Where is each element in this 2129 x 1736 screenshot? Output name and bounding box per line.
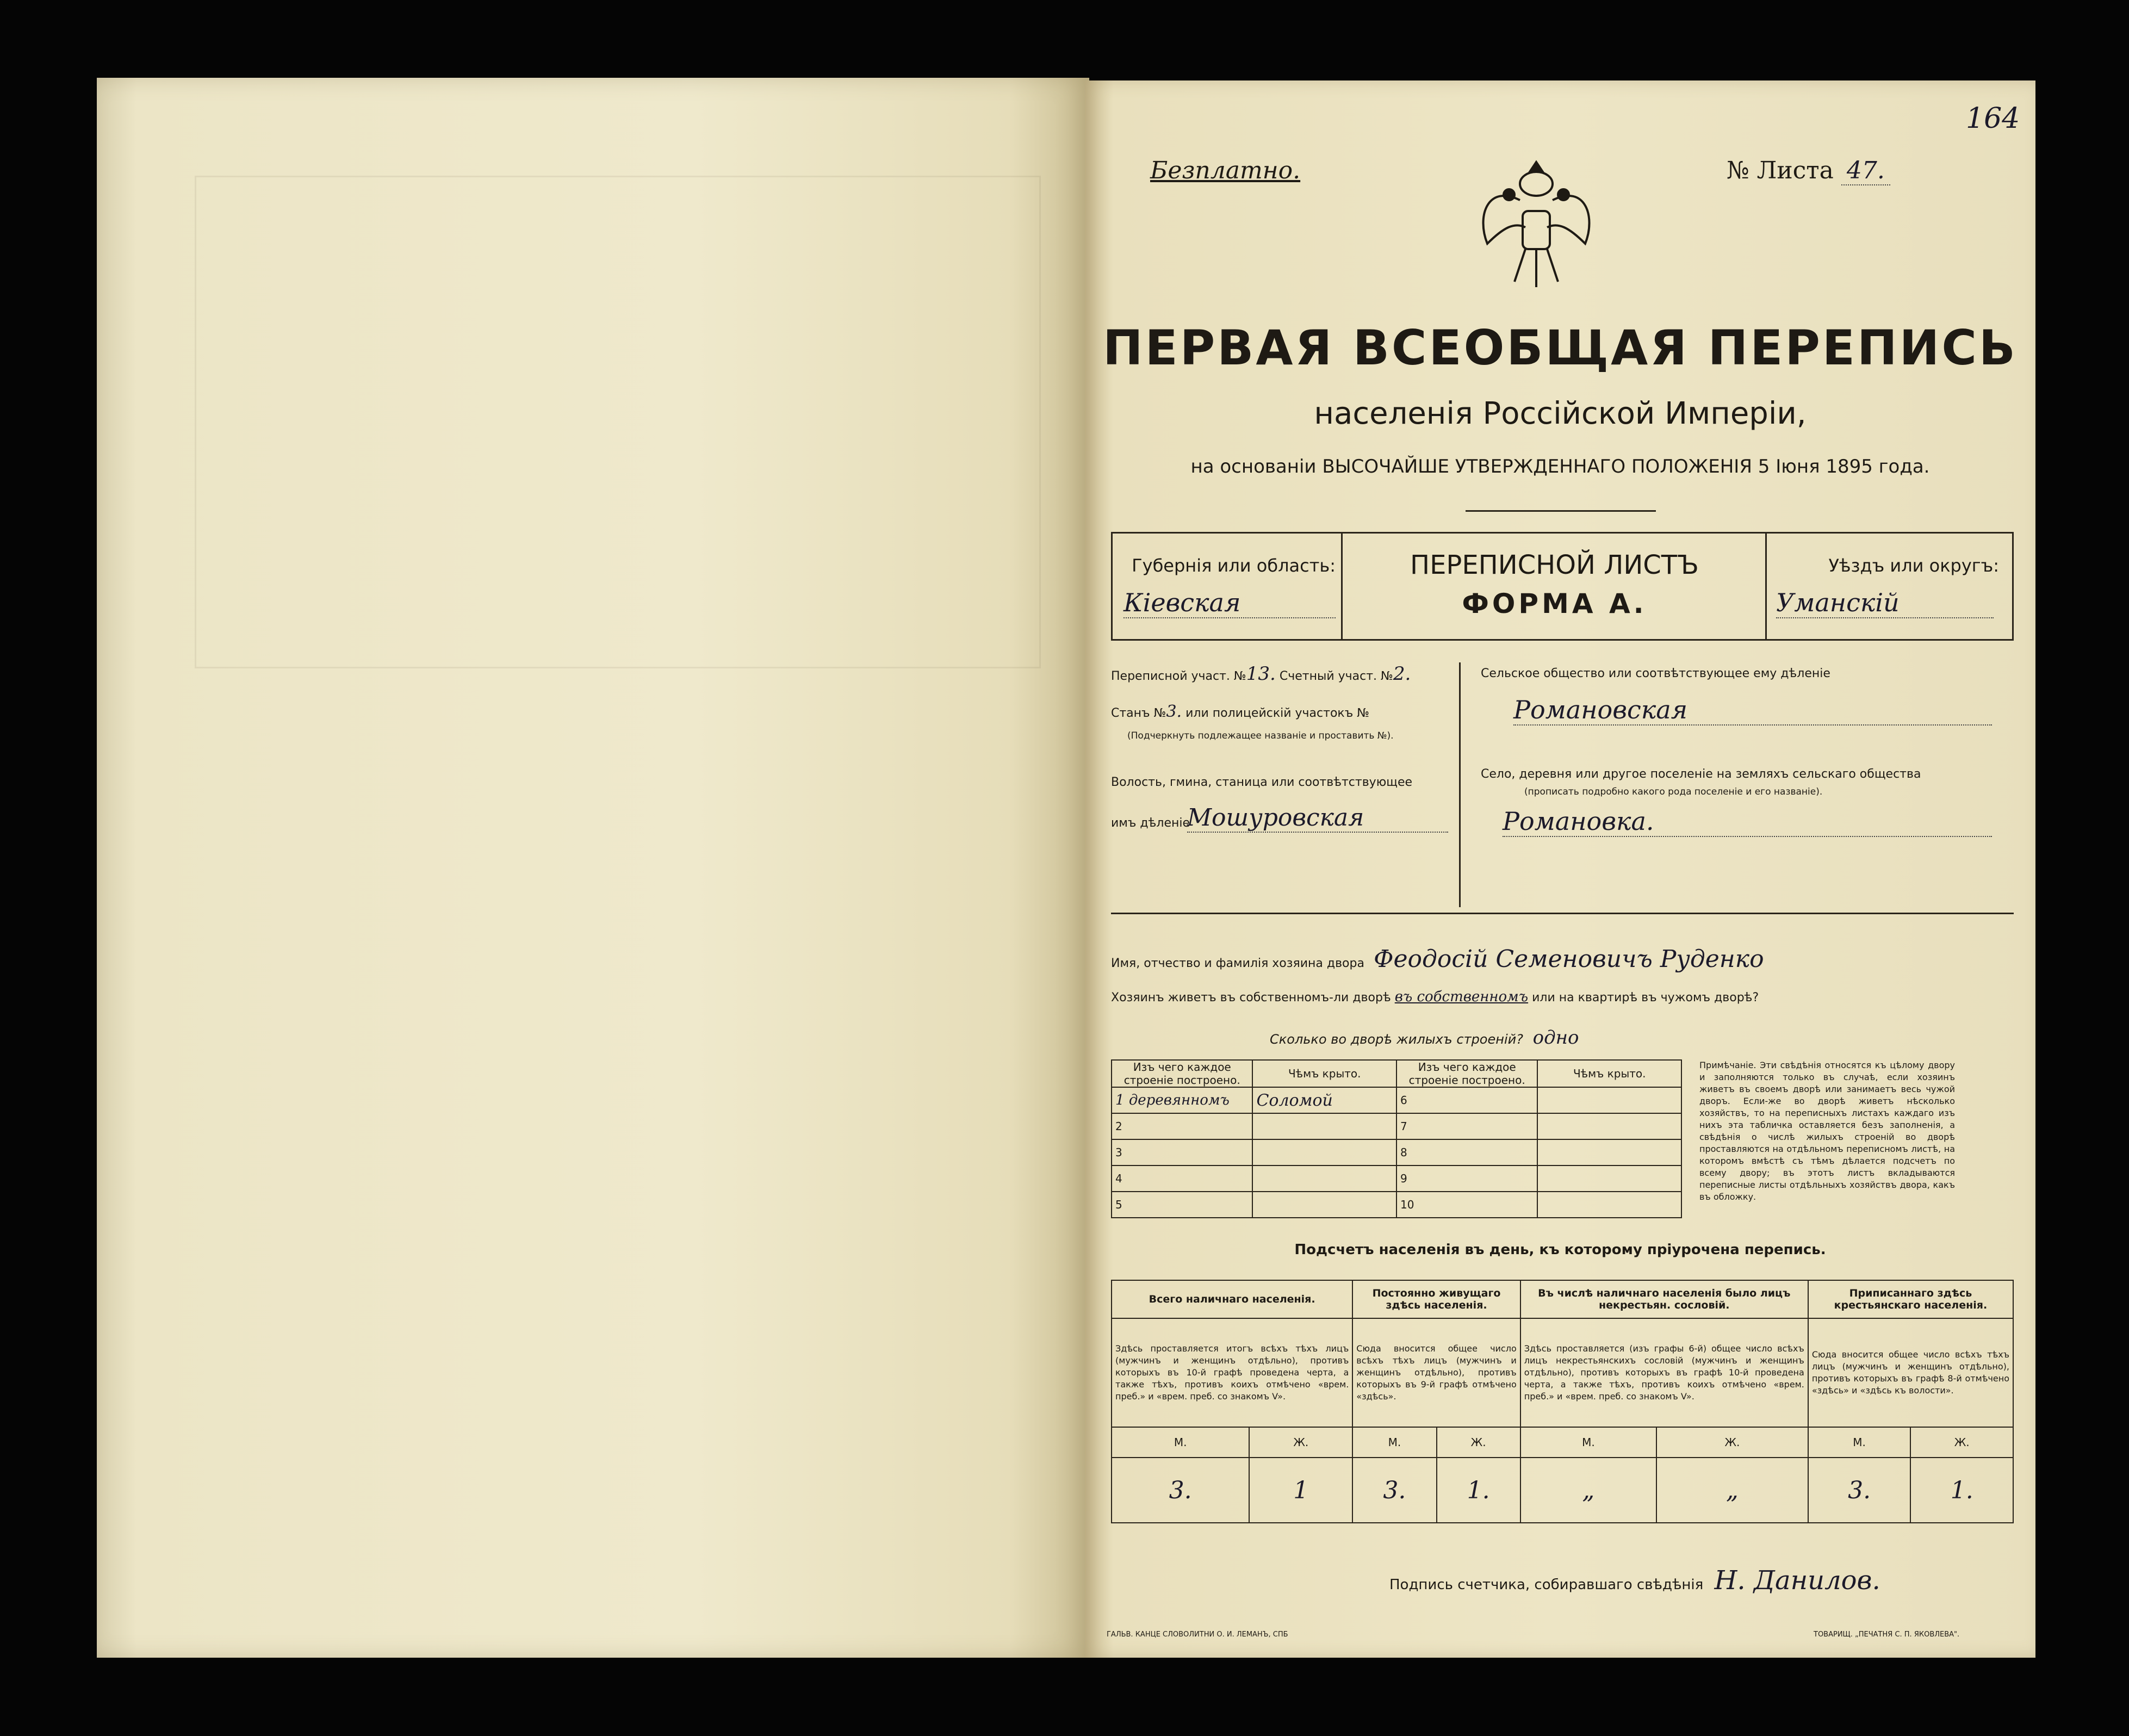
double-headed-eagle-emblem <box>1466 151 1607 298</box>
district-value: Уманскій <box>1776 588 1994 618</box>
owner-lives-value: въ собственномъ <box>1394 989 1529 1005</box>
form-basis-line: на основаніи ВЫСОЧАЙШЕ УТВЕРЖДЕННАГО ПОЛОЖЕНІЯ 5 Іюня 1895 года. <box>1190 456 1930 478</box>
stan-row: Станъ №3. или полицейскій участокъ № <box>1111 702 1370 721</box>
col-roof-right: Чѣмъ крыто. <box>1537 1060 1681 1087</box>
desc-registered-peasant: Сюда вносится общее число всѣхъ тѣхъ лицъ (мужчинъ и женщинъ отдѣльно), противъ которыхъ въ графѣ 8-й отмѣчено «здѣсь» и «здѣсь къ волости». <box>1808 1318 2013 1427</box>
society-label: Сельское общество или соотвѣтствующее ему дѣленіе <box>1481 667 1830 680</box>
volost-label-2: имъ дѣленіе <box>1111 816 1190 830</box>
page-number: 164 <box>1966 102 2020 135</box>
sheet-number-value: 47. <box>1841 157 1890 185</box>
owner-row: Имя, отчество и фамилія хозяина двора Феодосій Семеновичъ Руденко <box>1111 945 1764 973</box>
owner-lives-row: Хозяинъ живетъ въ собственномъ-ли дворѣ въ собственномъ или на квартирѣ въ чужомъ дворѣ? <box>1111 989 1759 1005</box>
header-box <box>1111 532 2014 641</box>
table-row: 3 8 <box>1112 1139 1681 1165</box>
buildings-value: одно <box>1532 1027 1579 1049</box>
population-count-table: Всего наличнаго населенія. Постоянно живущаго здѣсь населенія. Въ числѣ наличнаго населенія было лицъ некрестьян. сословій. Приписаннаго здѣсь крестьянскаго населенія. Здѣсь проставляется итогъ всѣхъ тѣхъ лицъ (мужчинъ и женщинъ отдѣльно), противъ которыхъ въ 10-й графѣ проведена черта, а также тѣхъ, противъ коихъ отмѣчено «врем. преб.» и «врем. преб. со знакомъ V». Сюда вносится общее число всѣхъ тѣхъ лицъ (мужчинъ и женщинъ отдѣльно), противъ которыхъ въ 9-й графѣ отмѣчено «здѣсь». Здѣсь проставляется (изъ графы 6-й) общее число всѣхъ лицъ некрестьянскихъ сословій (мужчинъ и женщинъ отдѣльно), противъ которыхъ въ графѣ 10-й проведена черта, а также тѣхъ, противъ коихъ отмѣчено «врем. преб.» и «врем. преб. со знакомъ V». Сюда вносится общее число всѣхъ тѣхъ лицъ (мужчинъ и женщинъ отдѣльно), противъ которыхъ въ графѣ 8-й отмѣчено «здѣсь» и «здѣсь къ волости». М. Ж. М. Ж. М. Ж. М. Ж. 3. 1 3. 1. „ „ 3. 1. <box>1111 1280 2014 1523</box>
village-value: Романовка. <box>1503 807 1992 837</box>
table-row: 4 9 <box>1112 1165 1681 1192</box>
volost-label: Волость, гмина, станица или соотвѣтствующее <box>1111 776 1413 789</box>
col-material-right: Изъ чего каждое строеніе построено. <box>1396 1060 1537 1087</box>
signature-row: Подпись счетчика, собиравшаго свѣдѣнія Н. Данилов. <box>1389 1565 1880 1596</box>
society-value: Романовская <box>1513 695 1992 726</box>
village-hint: (прописать подробно какого рода поселеніе и его названіе). <box>1524 786 1823 797</box>
header-non-peasant: Въ числѣ наличнаго населенія было лицъ некрестьян. сословій. <box>1520 1280 1808 1318</box>
form-type-line1: ПЕРЕПИСНОЙ ЛИСТЪ <box>1410 550 1699 580</box>
form-main-title: ПЕРВАЯ ВСЕОБЩАЯ ПЕРЕПИСЬ <box>1103 320 2018 376</box>
left-blank-page <box>97 78 1089 1658</box>
desc-non-peasant: Здѣсь проставляется (изъ графы 6-й) общее число всѣхъ лицъ некрестьянскихъ сословій (мужчинъ и женщинъ отдѣльно), противъ которыхъ въ графѣ 10-й проведена черта, а также тѣхъ, противъ коихъ отмѣчено «врем. преб.» и «врем. преб. со знакомъ V». <box>1520 1318 1808 1427</box>
header-registered-peasant: Приписаннаго здѣсь крестьянскаго населенія. <box>1808 1280 2013 1318</box>
buildings-row: Сколько во дворѣ жилыхъ строеній? одно <box>1270 1027 1579 1049</box>
village-label: Село, деревня или другое поселеніе на земляхъ сельскаго общества <box>1481 767 1921 781</box>
buildings-table <box>1111 1059 1682 1218</box>
count-values-row: 3. 1 3. 1. „ „ 3. 1. <box>1112 1458 2013 1523</box>
header-total-present: Всего наличнаго населенія. <box>1112 1280 1352 1318</box>
section-divider <box>1111 913 2014 914</box>
volost-value: Мошуровская <box>1187 804 1448 833</box>
census-area-row: Переписной участ. №13. Счетный участ. №2. <box>1111 663 1411 685</box>
form-type-line2: ФОРМА А. <box>1462 588 1647 619</box>
col-material-left: Изъ чего каждое строеніе построено. <box>1112 1060 1252 1087</box>
buildings-note: Примѣчаніе. Эти свѣдѣнія относятся къ цѣлому двору и заполняются только въ случаѣ, если хозяинъ живетъ въ своемъ дворѣ или занимаетъ весь чужой дворъ. Если-же во дворѣ живетъ нѣсколько хозяйствъ, то на переписныхъ листахъ каждаго изъ нихъ эта табличка оставляется безъ заполненія, а свѣдѣнія о числѣ жилыхъ строеній во дворѣ проставляются на отдѣльномъ переписномъ листѣ, на которомъ вмѣстѣ съ тѣмъ дѣлается подсчетъ по всему двору; въ этотъ листъ вкладываются переписные листы отдѣльныхъ хозяйствъ двора, какъ въ обложку. <box>1699 1060 1955 1202</box>
signature-value: Н. Данилов. <box>1714 1565 1880 1596</box>
location-block <box>1111 646 2014 918</box>
table-row: 5 10 <box>1112 1192 1681 1218</box>
form-subtitle: населенія Россійской Имперіи, <box>1314 396 1807 431</box>
table-row: 1 деревянномъ Соломой 6 <box>1112 1087 1681 1113</box>
free-label: Безплатно. <box>1150 157 1301 184</box>
col-roof-left: Чѣмъ крыто. <box>1252 1060 1396 1087</box>
table-row: 2 7 <box>1112 1113 1681 1139</box>
underline-hint: (Подчеркнуть подлежащее названіе и проставить №). <box>1127 730 1394 741</box>
header-permanent: Постоянно живущаго здѣсь населенія. <box>1352 1280 1520 1318</box>
province-label: Губернія или область: <box>1132 555 1336 576</box>
district-label: Уѣздъ или округъ: <box>1828 555 1999 576</box>
desc-permanent: Сюда вносится общее число всѣхъ тѣхъ лицъ (мужчинъ и женщинъ отдѣльно), противъ которыхъ въ 9-й графѣ отмѣчено «здѣсь». <box>1352 1318 1520 1427</box>
census-form-page <box>1085 80 2035 1658</box>
ornament-divider <box>1466 510 1656 512</box>
printer-credit-left: ГАЛЬВ. КАНЦЕ СЛОВОЛИТНИ О. И. ЛЕМАНЪ, СПБ <box>1107 1630 1288 1639</box>
count-title: Подсчетъ населенія въ день, къ которому пріурочена перепись. <box>1294 1242 1826 1258</box>
sheet-number-label: № Листа 47. <box>1727 157 1890 184</box>
province-value: Кіевская <box>1124 588 1336 618</box>
desc-total-present: Здѣсь проставляется итогъ всѣхъ тѣхъ лицъ (мужчинъ и женщинъ отдѣльно), противъ которыхъ въ 10-й графѣ проведена черта, а также тѣхъ, противъ коихъ отмѣчено «врем. преб.» и «врем. преб. со знакомъ V». <box>1112 1318 1352 1427</box>
bleed-through-ghost <box>195 176 1041 668</box>
owner-value: Феодосій Семеновичъ Руденко <box>1373 945 1764 973</box>
printer-credit-right: ТОВАРИЩ. „ПЕЧАТНЯ С. П. ЯКОВЛЕВА". <box>1814 1630 1960 1639</box>
